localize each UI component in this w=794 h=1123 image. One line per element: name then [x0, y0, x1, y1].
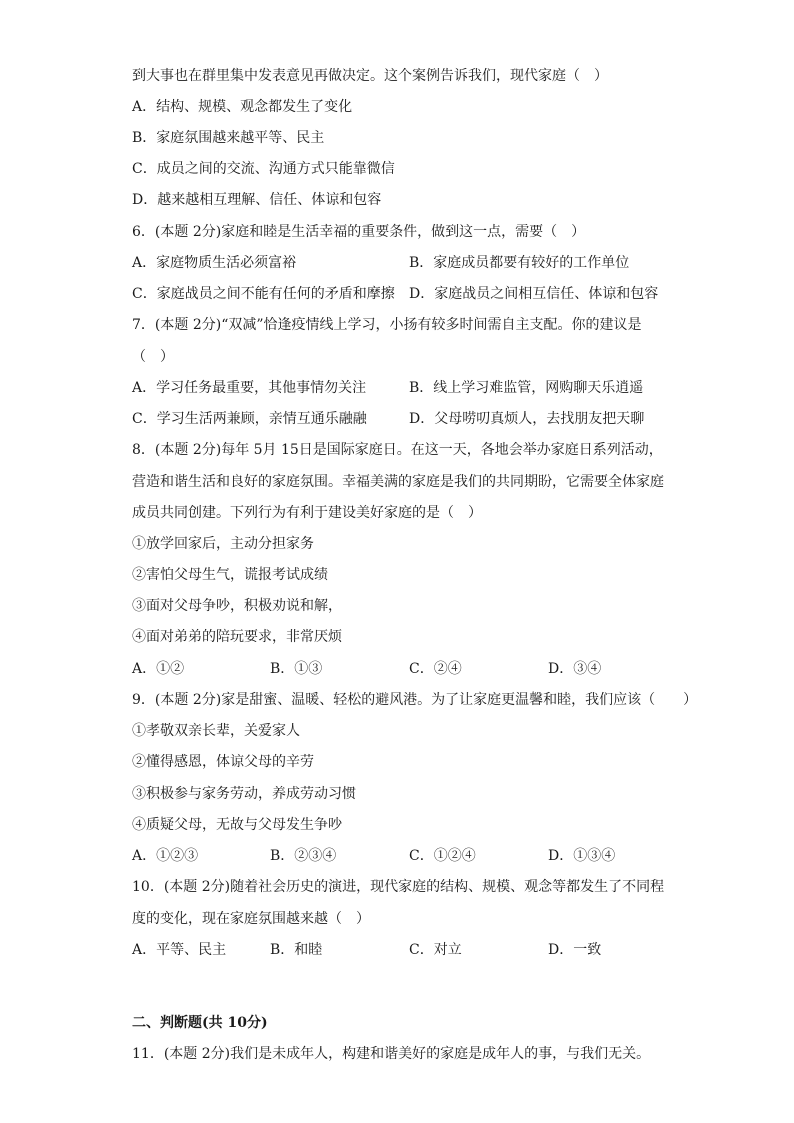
q6-option-a: A．家庭物质生活必须富裕 — [132, 255, 297, 271]
q7-stem-line1: 7．(本题 2分)“双减”恰逢疫情线上学习，小扬有较多时间需自主支配。你的建议是 — [132, 317, 642, 333]
q8-option-c: C．②④ — [409, 661, 462, 677]
q8-item-4: ④面对弟弟的陪玩要求，非常厌烦 — [132, 629, 342, 645]
q5-option-b: B．家庭氛围越来越平等、民主 — [132, 130, 325, 146]
q9-option-b: B．②③④ — [270, 848, 337, 864]
q8-item-3: ③面对父母争吵，积极劝说和解， — [132, 598, 342, 614]
q7-stem-line2: （ ） — [132, 349, 174, 365]
q10-option-d: D．一致 — [548, 942, 602, 958]
q9-option-c: C．①②④ — [409, 848, 476, 864]
q7-option-c: C．学习生活两兼顾，亲情互通乐融融 — [132, 411, 367, 427]
q8-item-1: ①放学回家后，主动分担家务 — [132, 536, 314, 552]
q7-option-b: B．线上学习难监管，网购聊天乐逍遥 — [409, 380, 644, 396]
q8-option-d: D．③④ — [548, 661, 602, 677]
q8-option-a: A．①② — [132, 661, 185, 677]
q9-option-a: A．①②③ — [132, 848, 199, 864]
q10-option-a: A．平等、民主 — [132, 942, 227, 958]
q8-stem-line3: 成员共同创建。下列行为有利于建设美好家庭的是（ ） — [132, 505, 482, 521]
q5-option-c: C．成员之间的交流、沟通方式只能靠微信 — [132, 161, 395, 177]
q5-option-d: D．越来越相互理解、信任、体谅和包容 — [132, 192, 382, 208]
q8-stem-line1: 8．(本题 2分)每年 5月 15日是国际家庭日。在这一天，各地会举办家庭日系列活动， — [132, 442, 663, 458]
q10-option-b: B．和睦 — [270, 942, 323, 958]
q8-stem-line2: 营造和谐生活和良好的家庭氛围。幸福美满的家庭是我们的共同期盼，它需要全体家庭 — [132, 474, 664, 490]
q9-item-1: ①孝敬双亲长辈，关爱家人 — [132, 723, 300, 739]
q7-option-d: D．父母唠叨真烦人，去找朋友把天聊 — [409, 411, 645, 427]
q6-option-c: C．家庭战员之间不能有任何的矛盾和摩擦 — [132, 286, 395, 302]
q11-stem: 11．(本题 2分)我们是未成年人，构建和谐美好的家庭是成年人的事，与我们无关。 — [132, 1046, 651, 1062]
q5-stem-tail: 到大事也在群里集中发表意见再做决定。这个案例告诉我们，现代家庭（ ） — [132, 68, 608, 84]
q6-option-b: B．家庭成员都要有较好的工作单位 — [409, 255, 630, 271]
section-heading-true-false: 二、判断题(共 10分) — [132, 1015, 268, 1031]
q10-option-c: C．对立 — [409, 942, 462, 958]
q10-stem-line2: 度的变化，现在家庭氛围越来越（ ） — [132, 911, 370, 927]
q8-item-2: ②害怕父母生气，谎报考试成绩 — [132, 567, 328, 583]
q7-option-a: A．学习任务最重要，其他事情勿关注 — [132, 380, 367, 396]
q8-option-b: B．①③ — [270, 661, 323, 677]
q6-stem: 6．(本题 2分)家庭和睦是生活幸福的重要条件，做到这一点，需要（ ） — [132, 224, 586, 240]
q9-item-4: ④质疑父母，无故与父母发生争吵 — [132, 817, 342, 833]
q9-option-d: D．①③④ — [548, 848, 616, 864]
q6-option-d: D．家庭战员之间相互信任、体谅和包容 — [409, 286, 659, 302]
q9-item-2: ②懂得感恩，体谅父母的辛劳 — [132, 754, 314, 770]
q10-stem-line1: 10．(本题 2分)随着社会历史的演进，现代家庭的结构、规模、观念等都发生了不同程 — [132, 879, 665, 895]
q5-option-a: A．结构、规模、观念都发生了变化 — [132, 99, 353, 115]
q9-stem: 9．(本题 2分)家是甜蜜、温暖、轻松的避风港。为了让家庭更温馨和睦，我们应该（ ） — [132, 692, 698, 708]
q9-item-3: ③积极参与家务劳动，养成劳动习惯 — [132, 786, 356, 802]
